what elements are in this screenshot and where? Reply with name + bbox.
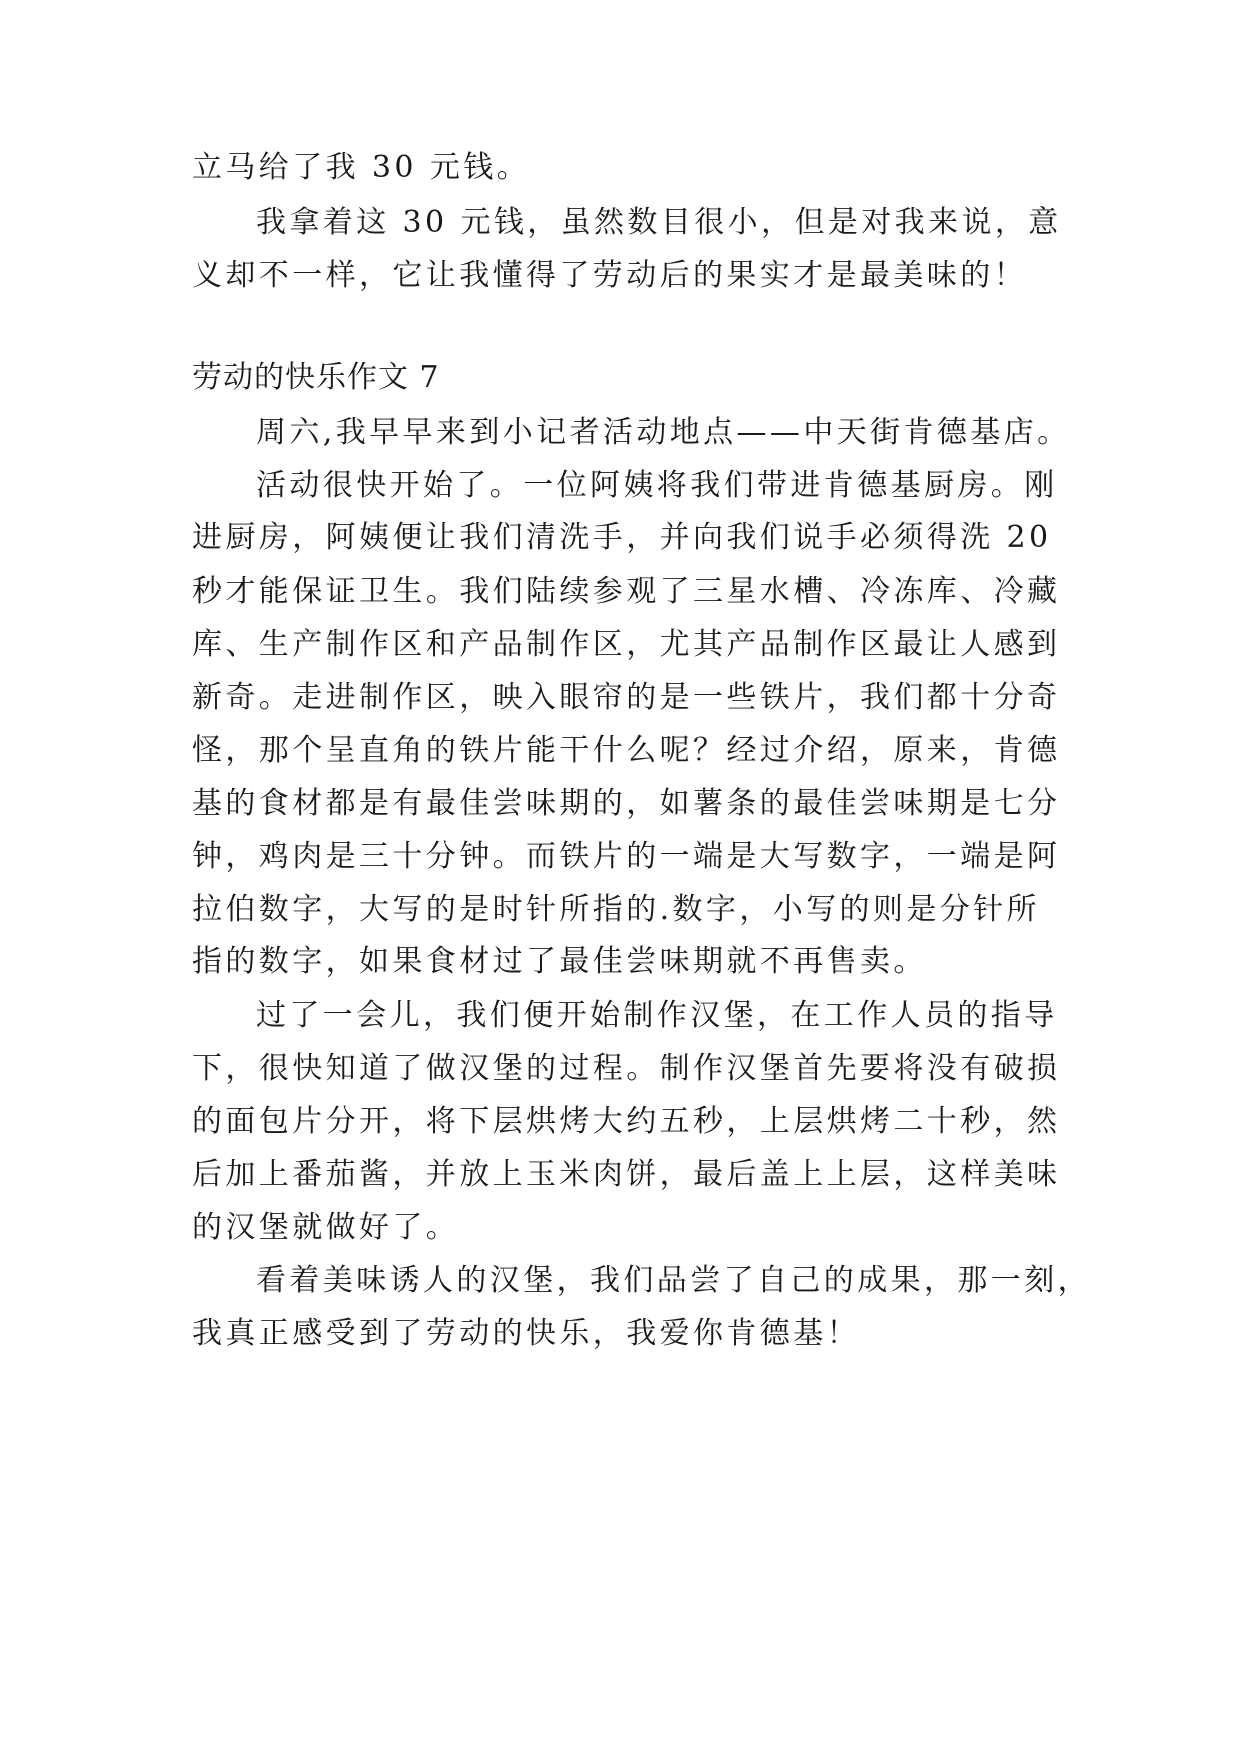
text-line: 秒才能保证卫生。我们陆续参观了三星水槽、冷冻库、冷藏	[192, 574, 1061, 609]
text-line: 的汉堡就做好了。	[192, 1210, 460, 1245]
text-line: 拉伯数字，大写的是时针所指的.数字，小写的则是分针所	[192, 892, 1040, 927]
paragraph-start-line: 过了一会儿，我们便开始制作汉堡，在工作人员的指导	[256, 998, 1058, 1033]
text-line: 进厨房，阿姨便让我们清洗手，并向我们说手必须得洗 20	[192, 520, 1052, 555]
paragraph-start-line: 活动很快开始了。一位阿姨将我们带进肯德基厨房。刚	[256, 468, 1058, 503]
text-line: 我真正感受到了劳动的快乐，我爱你肯德基！	[192, 1316, 860, 1351]
paragraph-start-line: 看着美味诱人的汉堡，我们品尝了自己的成果，那一刻，	[256, 1263, 1091, 1298]
text-line: 钟，鸡肉是三十分钟。而铁片的一端是大写数字，一端是阿	[192, 839, 1061, 874]
text-line: 下，很快知道了做汉堡的过程。制作汉堡首先要将没有破损	[192, 1051, 1061, 1086]
text-line: 义却不一样，它让我懂得了劳动后的果实才是最美味的！	[192, 258, 1027, 293]
text-line: 怪，那个呈直角的铁片能干什么呢？经过介绍，原来，肯德	[192, 733, 1061, 768]
text-line: 指的数字，如果食材过了最佳尝味期就不再售卖。	[192, 944, 927, 979]
section-heading: 劳动的快乐作文 7	[192, 360, 440, 395]
text-line: 的面包片分开，将下层烘烤大约五秒，上层烘烤二十秒，然	[192, 1104, 1061, 1139]
paragraph-start-line: 我拿着这 30 元钱，虽然数目很小，但是对我来说，意	[256, 205, 1062, 240]
text-line: 库、生产制作区和产品制作区，尤其产品制作区最让人感到	[192, 627, 1061, 662]
text-line: 后加上番茄酱，并放上玉米肉饼，最后盖上上层，这样美味	[192, 1157, 1061, 1192]
text-line: 基的食材都是有最佳尝味期的，如薯条的最佳尝味期是七分	[192, 786, 1061, 821]
text-line: 新奇。走进制作区，映入眼帘的是一些铁片，我们都十分奇	[192, 680, 1061, 715]
text-line: 立马给了我 30 元钱。	[192, 150, 531, 185]
paragraph-start-line: 周六,我早早来到小记者活动地点——中天街肯德基店。	[256, 415, 1071, 450]
